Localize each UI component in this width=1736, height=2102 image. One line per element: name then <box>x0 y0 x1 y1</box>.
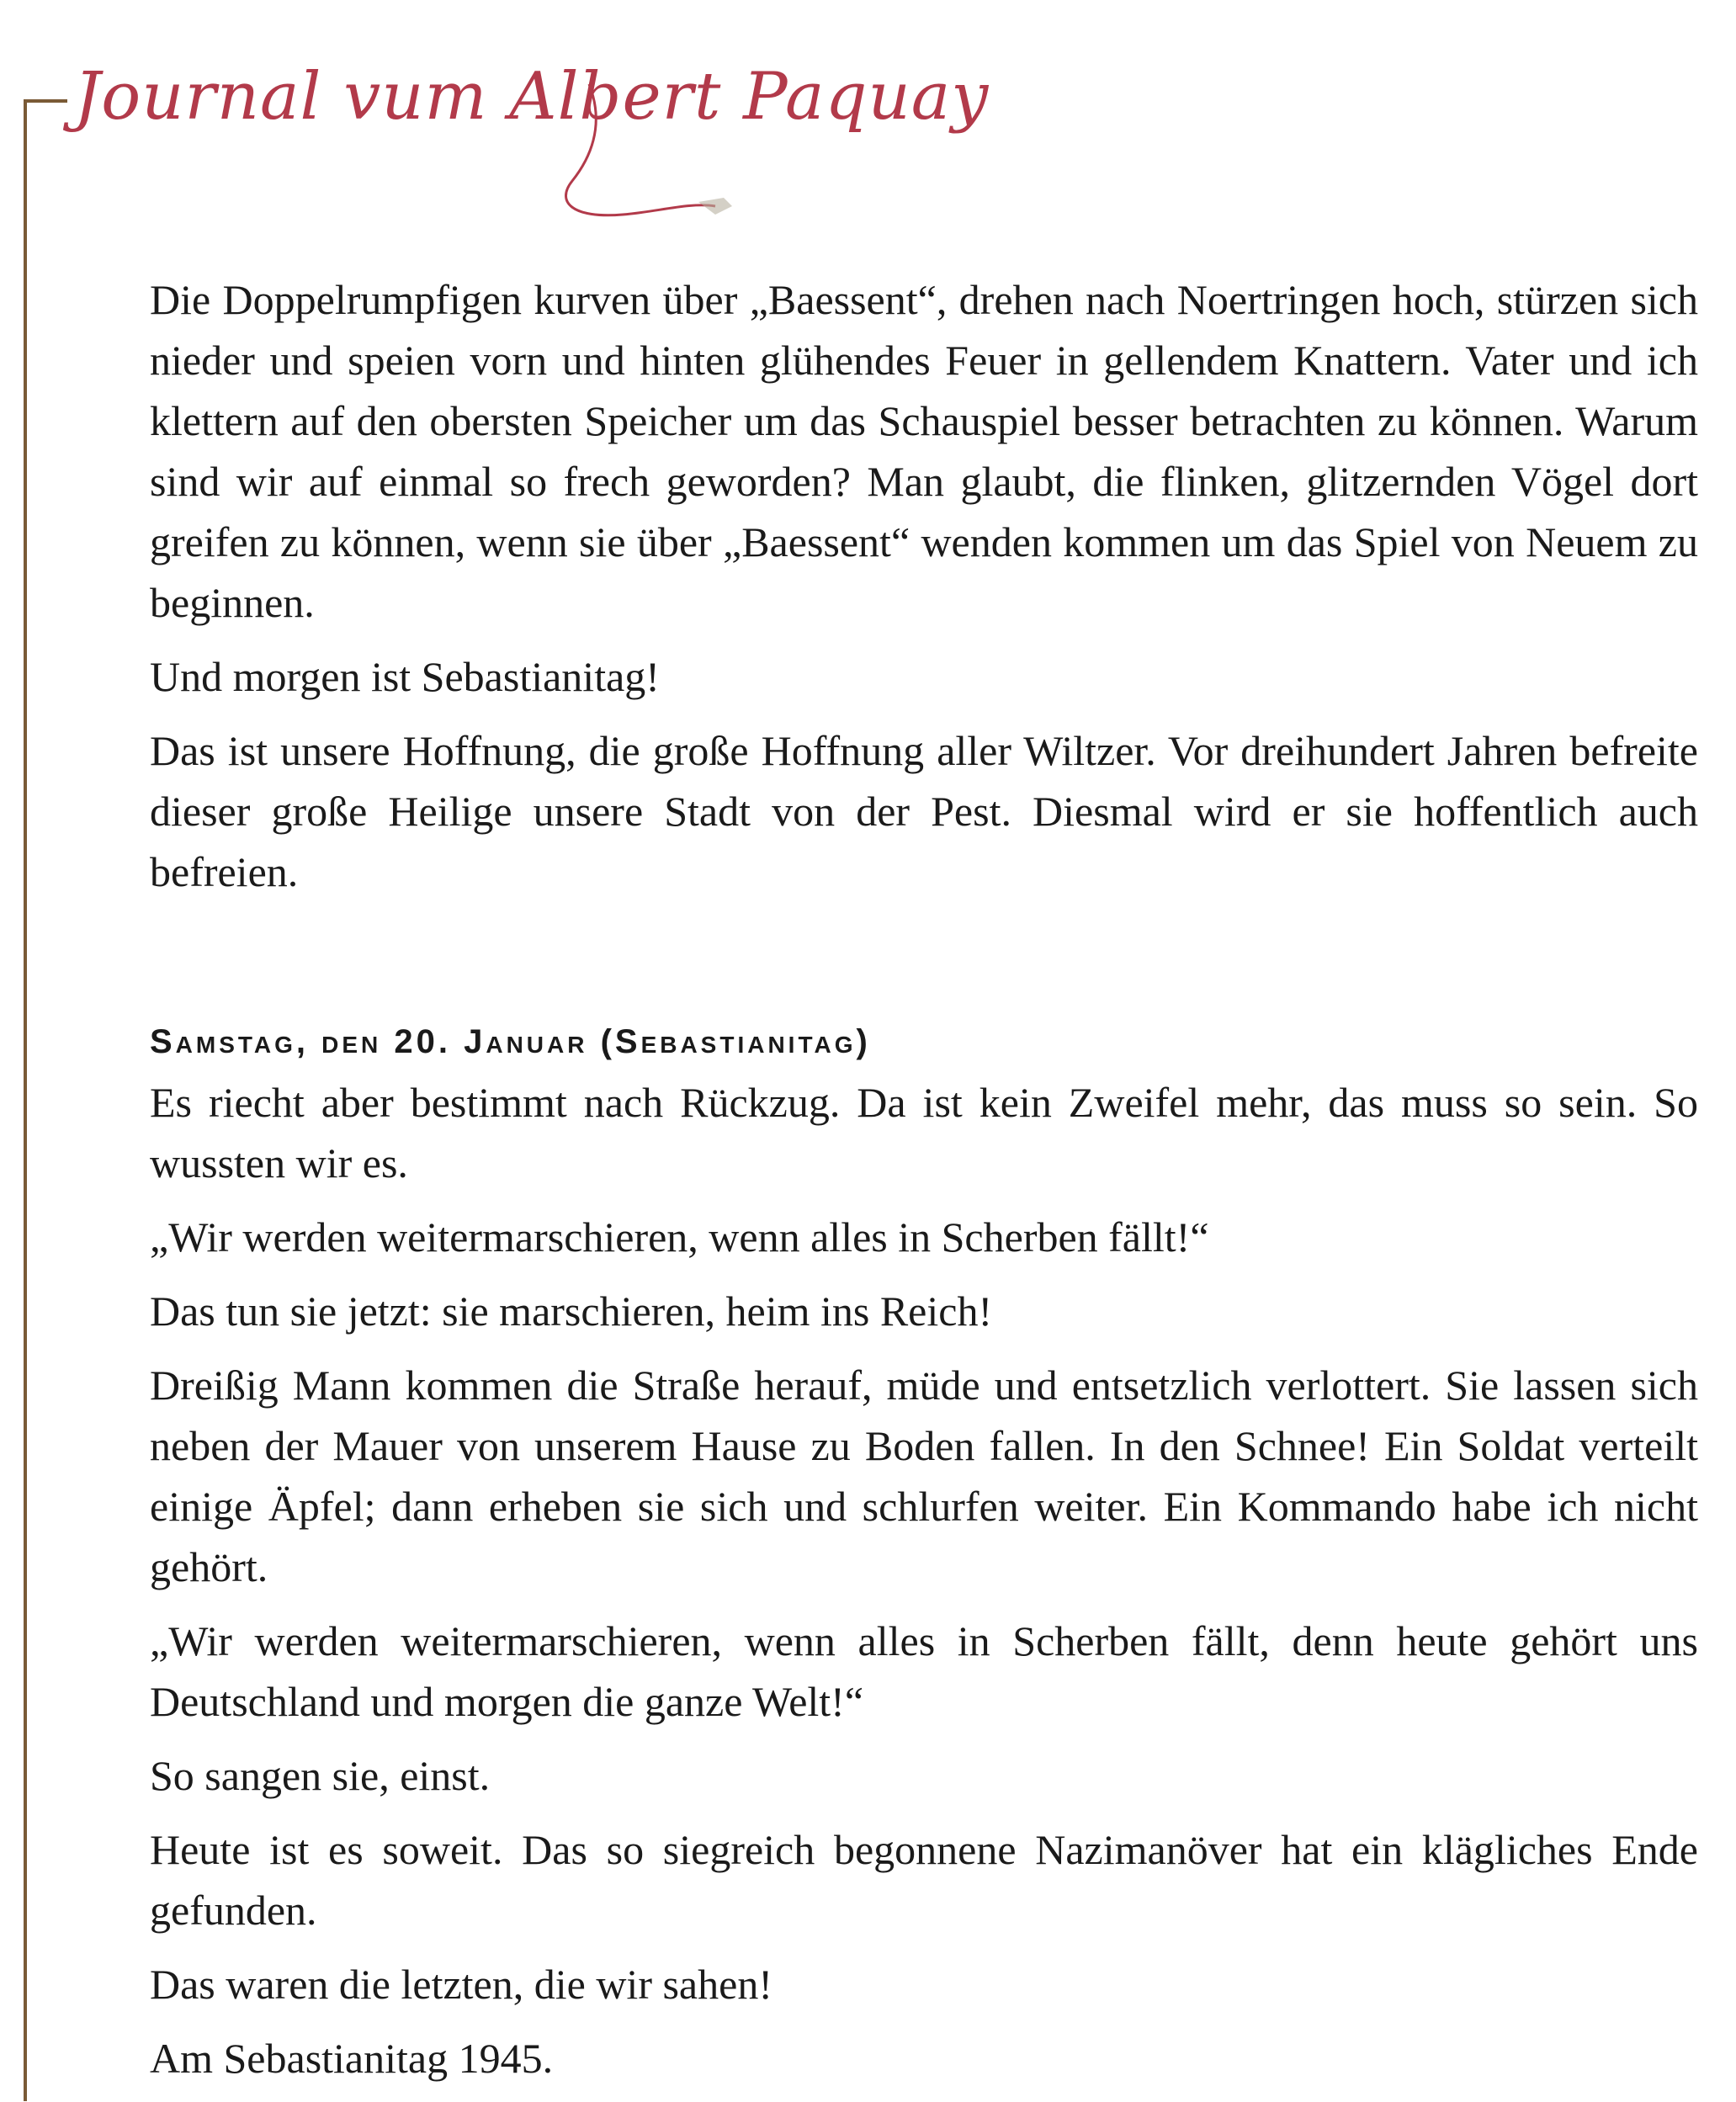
paragraph: So sangen sie, einst. <box>150 1752 491 1799</box>
section-gap <box>150 916 1698 1016</box>
paragraph: „Wir werden weitermarschieren, wenn alles in Scherben fällt!“ <box>150 1213 1209 1261</box>
paragraph: Die Doppelrumpfigen kurven über „Baessent“, drehen nach Noertringen hoch, stürzen sich nieder und speien vorn und hinten glühendes Feuer in gellendem Knattern. Vater und ich klettern auf den obersten Speicher um das Schauspiel besser betrachten zu können. Warum sind wir auf einmal so frech geworden? Man glaubt, die flinken, glitzernden Vögel dort greifen zu können, wenn sie über „Baessent“ wenden kommen um das Spiel von Neuem zu beginnen. <box>150 276 1698 626</box>
paragraph: Das waren die letzten, die wir sahen! <box>150 1961 772 2008</box>
page-content <box>150 269 1698 2102</box>
paragraph: Heute ist es soweit. Das so siegreich begonnene Nazimanöver hat ein klägliches Ende gefunden. <box>150 1826 1698 1934</box>
paragraph: „Wir werden weitermarschieren, wenn alles in Scherben fällt, denn heute gehört uns Deutschland und morgen die ganze Welt!“ <box>150 1617 1698 1725</box>
paragraph: Das ist unsere Hoffnung, die große Hoffnung aller Wiltzer. Vor dreihundert Jahren befreite dieser große Heilige unsere Stadt von der Pest. Diesmal wird er sie hoffentlich auch befreien. <box>150 727 1698 895</box>
entry-date-heading: Samstag, den 20. Januar (Sebastianitag) <box>150 1023 871 1060</box>
paragraph: Es riecht aber bestimmt nach Rückzug. Da ist kein Zweifel mehr, das muss so sein. So wussten wir es. <box>150 1079 1698 1186</box>
paragraph: Und morgen ist Sebastianitag! <box>150 653 660 700</box>
journal-title: Journal vum Albert Paquay <box>74 59 990 135</box>
margin-rule <box>24 99 27 2101</box>
paragraph: Das tun sie jetzt: sie marschieren, heim ins Reich! <box>150 1287 993 1335</box>
paragraph: Am Sebastianitag 1945. <box>150 2035 554 2082</box>
paragraph: Dreißig Mann kommen die Straße herauf, müde und entsetzlich verlottert. Sie lassen sich neben der Mauer von unserem Hause zu Boden fallen. In den Schnee! Ein Soldat verteilt einige Äpfel; dann erheben sie sich und schlurfen weiter. Ein Kommando habe ich nicht gehört. <box>150 1362 1698 1590</box>
